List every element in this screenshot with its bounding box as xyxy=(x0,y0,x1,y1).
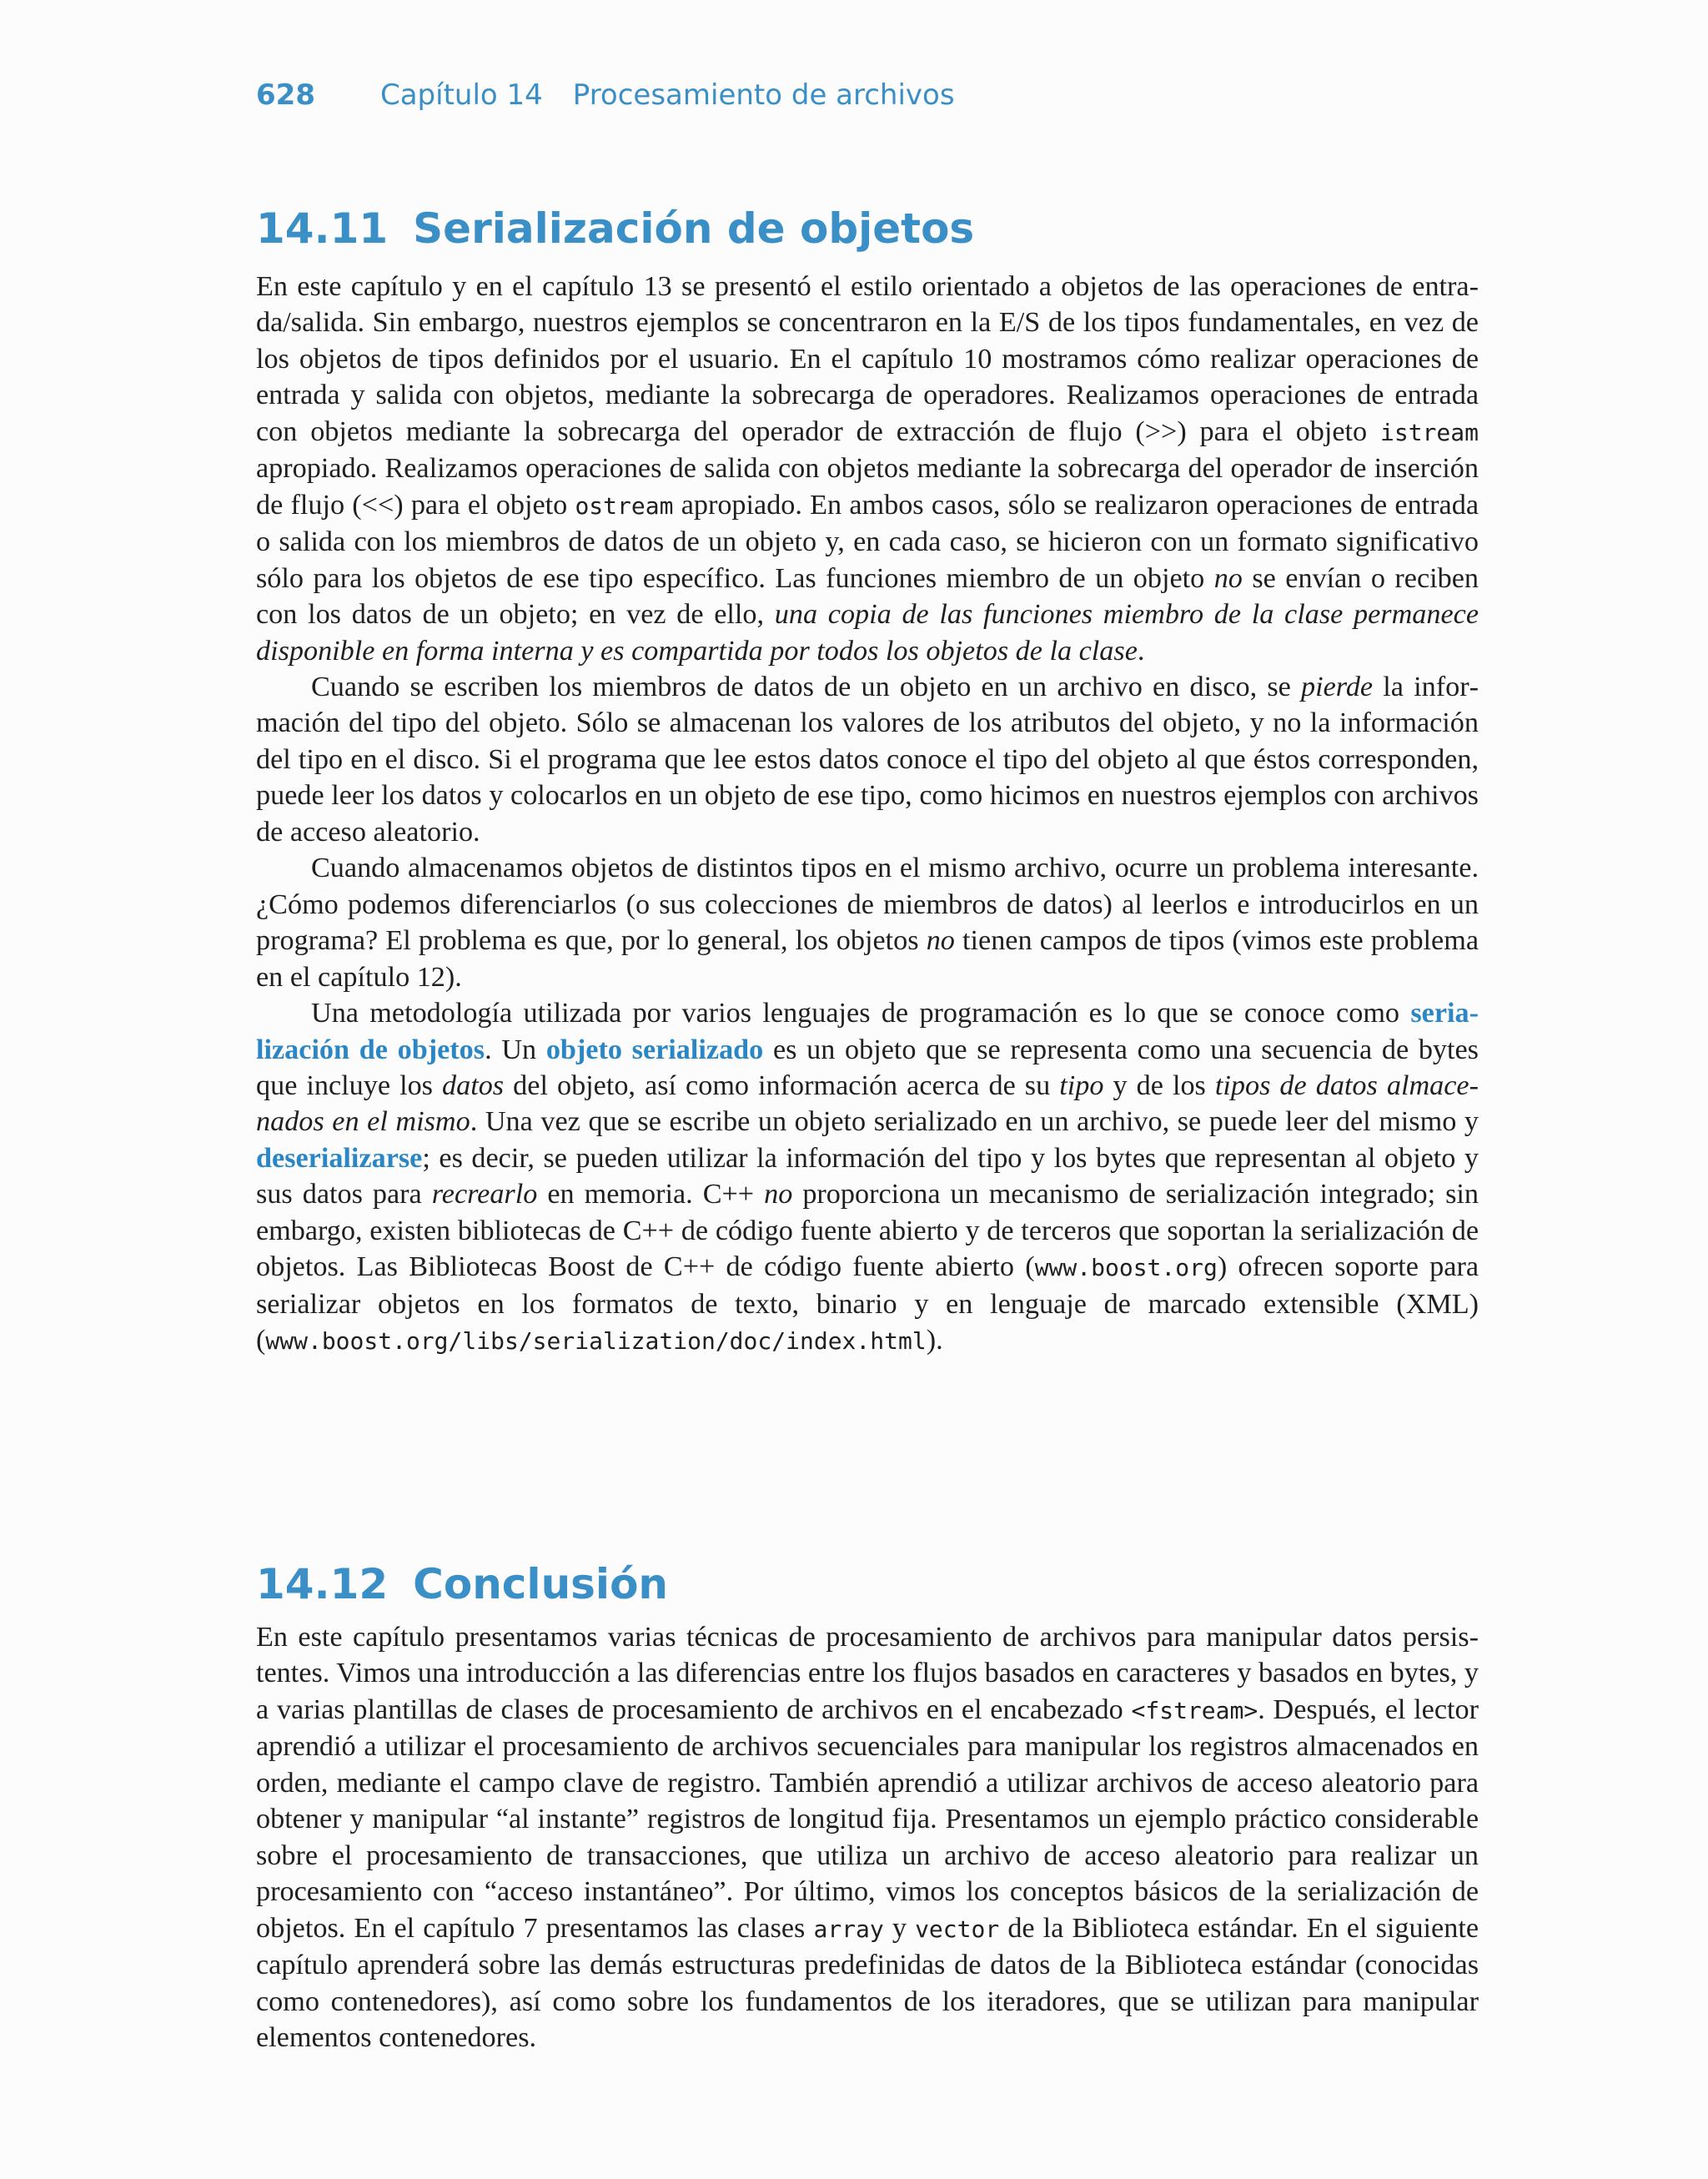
emphasis: no xyxy=(764,1179,793,1210)
text-run: y xyxy=(883,1912,916,1944)
emphasis: tipo xyxy=(1059,1069,1104,1101)
text-run: En este capítulo y en el capítulo 13 se presentó el estilo orientado a objetos de las operaciones de entrada/salida. Sin embargo, nuestros ejemplos se concentraron en la E/S de los tipos fundamentales, en vez de los objetos de tipos definidos por el usuario. En el capítulo 10 mostramos cómo realizar operaciones de entrada y salida con objetos, mediante la sobrecarga de operadores. Realizamos operaciones de entrada con objetos mediante la sobrecarga del operador de extracción de flujo (>>) para el objeto xyxy=(256,271,1479,447)
text-run: Una metodología utilizada por varios lenguajes de programación es lo que se conoce como xyxy=(311,998,1411,1029)
text-run: y de los xyxy=(1103,1069,1215,1101)
paragraph xyxy=(256,1619,1479,2056)
code-term: ostream xyxy=(575,491,674,520)
paragraph xyxy=(256,850,1479,995)
text-run: . Una vez que se escribe un objeto serializado en un archivo, se puede leer del mismo y xyxy=(470,1106,1479,1138)
text-run: apropiado. En ambos casos, sólo se realizaron operaciones de entrada o salida con los miembros de datos de un objeto y, en cada caso, se hicieron con un formato significativo sólo para los objetos de ese tipo específico. Las funciones miembro de un objeto xyxy=(256,489,1479,594)
section-number: 14.12 xyxy=(256,1560,389,1608)
text-run: es un objeto que se representa como una secuencia de bytes que incluye los xyxy=(256,1034,1479,1101)
code-term: istream xyxy=(1379,418,1479,446)
section-title: Serialización de objetos xyxy=(413,204,975,253)
key-term: serialización de objetos xyxy=(256,998,1479,1065)
chapter-title: Procesamiento de archivos xyxy=(572,78,955,112)
code-term: <fstream> xyxy=(1131,1696,1258,1724)
emphasis: recrearlo xyxy=(431,1179,538,1210)
text-run: apropiado. Realizamos operaciones de salida con objetos mediante la sobrecarga del operador de inserción de flujo (<<) para el objeto xyxy=(256,453,1479,521)
section-body-serializacion xyxy=(256,269,1479,1360)
text-run: tienen campos de tipos (vimos este problema en el capítulo 12). xyxy=(256,925,1479,993)
section-number: 14.11 xyxy=(256,204,389,253)
text-run: del objeto, así como información acerca de su xyxy=(504,1069,1060,1101)
text-run: en memoria. C++ xyxy=(537,1179,765,1210)
text-run: . Después, el lector aprendió a utilizar el procesamiento de archivos secuenciales para manipular los registros almacenados en orden, mediante el campo clave de registro. También aprendió a utilizar archivos de acceso aleatorio para obtener y manipular “al instante” registros de longitud fija. Presentamos un ejemplo práctico considerable sobre el procesamiento de transacciones, que utiliza un archivo de acceso aleatorio para realizar un procesamiento con “acceso instantáneo”. Por último, vimos los conceptos básicos de la serialización de objetos. En el capítulo 7 presentamos las clases xyxy=(256,1693,1479,1944)
text-run: Cuando se escriben los miembros de datos de un objeto en un archivo en disco, se xyxy=(311,671,1302,702)
paragraph xyxy=(256,995,1479,1360)
text-run: la información del tipo del objeto. Sólo se almacenan los valores de los atributos del objeto, y no la información del tipo en el disco. Si el programa que lee estos datos conoce el tipo del objeto al que éstos corresponden, puede leer los datos y colocarlos en un objeto de ese tipo, como hicimos en nuestros ejemplos con archivos de acceso aleatorio. xyxy=(256,671,1479,848)
section-body-conclusion xyxy=(256,1619,1479,2056)
url-text: www.boost.org/libs/serialization/doc/index.html xyxy=(265,1327,927,1356)
text-run: se envían o reciben con los datos de un objeto; en vez de ello, xyxy=(256,562,1479,631)
section-heading-conclusion xyxy=(256,1560,668,1608)
emphasis: no xyxy=(926,925,955,957)
section-title: Conclusión xyxy=(413,1560,669,1608)
paragraph xyxy=(256,669,1479,850)
text-run: proporciona un mecanismo de serialización integrado; sin embargo, existen bibliotecas de C++ de código fuente abierto y de terceros que soportan la serialización de objetos. Las Bibliotecas Boost de C++ de código fuente abierto ( xyxy=(256,1179,1479,1283)
paragraph xyxy=(256,269,1479,669)
code-term: array xyxy=(813,1915,884,1943)
emphasis: tipos de datos almacenados en el mismo xyxy=(256,1069,1479,1138)
text-run: . xyxy=(1137,635,1145,667)
emphasis: una copia de las funciones miembro de la clase permanece disponible en forma interna y es compartida por todos los objetos de la clase xyxy=(256,599,1479,667)
text-run: ; es decir, se pueden utilizar la información del tipo y los bytes que representan al objeto y sus datos para xyxy=(256,1142,1479,1210)
text-run: ) ofrecen soporte para serializar objetos en los formatos de texto, binario y en lenguaje de marcado extensible (XML) ( xyxy=(256,1251,1479,1356)
emphasis: pierde xyxy=(1301,671,1374,702)
running-header xyxy=(256,78,955,112)
key-term: deserializarse xyxy=(256,1142,423,1174)
emphasis: datos xyxy=(442,1069,505,1101)
text-run: de la Biblioteca estándar. En el siguiente capítulo aprenderá sobre las demás estructuras predefinidas de datos de la Biblioteca estándar (conocidas como contenedores), así como sobre los fundamentos de los iteradores, que se utilizan para manipular elementos contenedores. xyxy=(256,1912,1479,2053)
code-term: vector xyxy=(915,1915,1000,1943)
text-run: ). xyxy=(926,1325,943,1356)
section-heading-serializacion xyxy=(256,204,974,253)
chapter-label: Capítulo 14 xyxy=(379,78,543,112)
text-run: Cuando almacenamos objetos de distintos tipos en el mismo archivo, ocurre un problema interesante. ¿Cómo podemos diferenciarlos (o sus colecciones de miembros de datos) al leerlos e introducirlos en un programa? El problema es que, por lo general, los objetos xyxy=(256,853,1479,957)
text-run: . Un xyxy=(485,1034,546,1065)
url-text: www.boost.org xyxy=(1034,1254,1218,1282)
page-number: 628 xyxy=(256,78,315,112)
emphasis: no xyxy=(1213,562,1243,594)
text-run: En este capítulo presentamos varias técnicas de procesamiento de archivos para manipular datos persistentes. Vimos una introducción a las diferencias entre los flujos basados en caracteres y basados en bytes, y a varias plantillas de clases de procesamiento de archivos en el encabezado xyxy=(256,1622,1479,1725)
key-term: objeto serializado xyxy=(545,1034,764,1065)
